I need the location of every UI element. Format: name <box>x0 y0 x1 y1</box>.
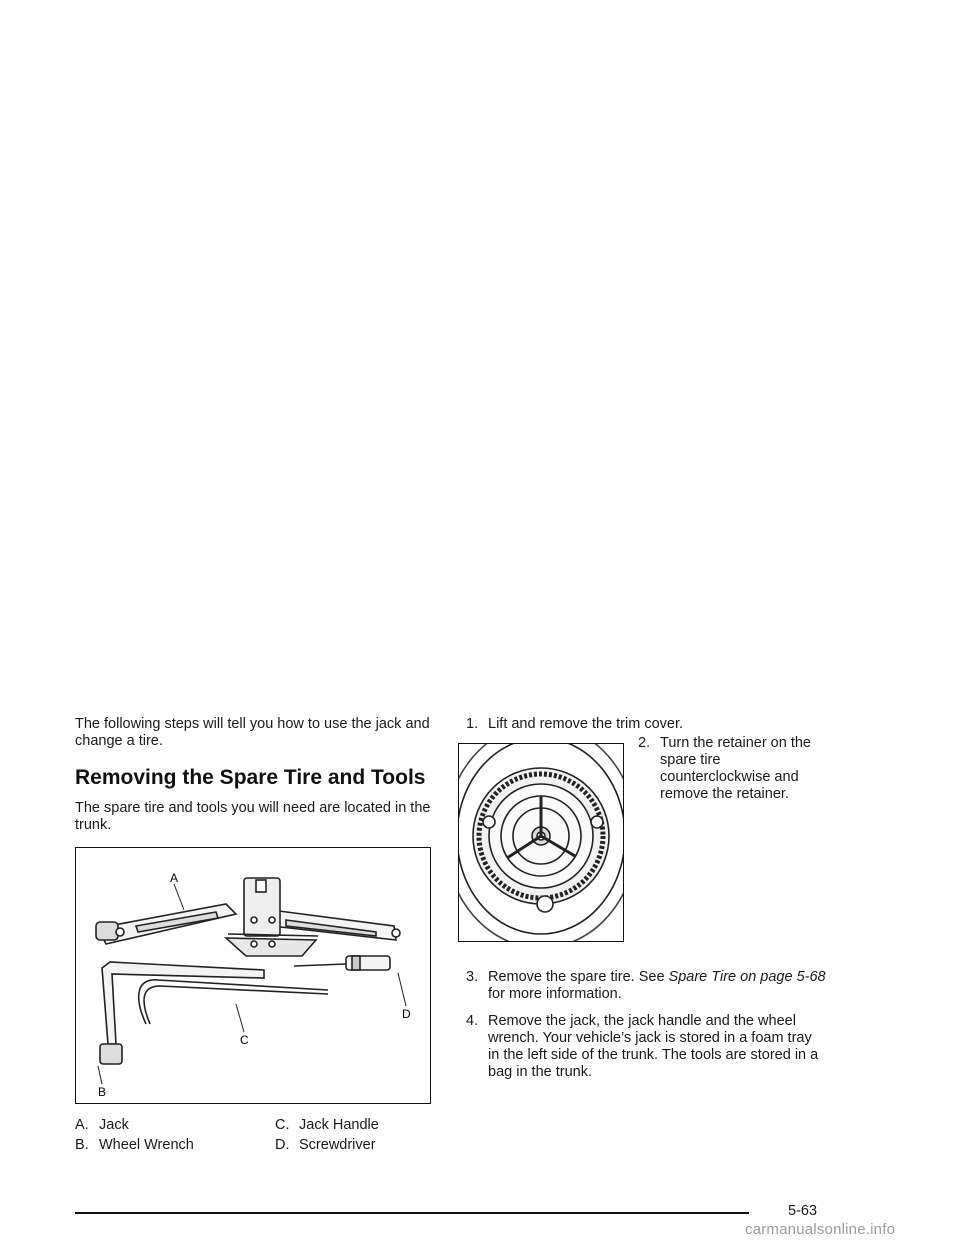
section-intro: The spare tire and tools you will need are located in the trunk. <box>75 800 431 833</box>
caption-item <box>275 1117 435 1134</box>
figure-caption <box>75 1117 431 1154</box>
caption-item <box>275 1137 435 1154</box>
step-4: 4. Remove the jack, the jack handle and the wheel wrench. Your vehicle’s jack is stored in a foam tray in the left side of the trunk. The tools are stored in a bag in the trunk. <box>466 1013 819 1080</box>
caption-text: Jack <box>99 1117 129 1133</box>
caption-letter: B. <box>75 1137 89 1153</box>
intro-paragraph: The following steps will tell you how to use the jack and change a tire. <box>75 716 430 749</box>
right-column <box>466 716 826 1081</box>
page-number: 5-63 <box>788 1203 818 1219</box>
label-c: C <box>240 1033 249 1047</box>
label-b: B <box>98 1085 107 1099</box>
tools-illustration <box>75 847 431 1104</box>
left-column <box>75 716 431 1154</box>
jack-drawing <box>96 878 400 956</box>
footer-rule <box>75 1212 749 1214</box>
caption-item <box>75 1117 275 1134</box>
caption-letter: D. <box>275 1137 290 1153</box>
spare-tire-drawing <box>459 744 623 941</box>
section-title: Removing the Spare Tire and Tools <box>75 766 426 789</box>
label-a: A <box>170 871 179 885</box>
caption-letter: C. <box>275 1117 290 1133</box>
caption-letter: A. <box>75 1117 89 1133</box>
step-1: 1. Lift and remove the trim cover. <box>466 716 684 732</box>
caption-item <box>75 1137 275 1154</box>
spare-tire-reference-link[interactable]: Spare Tire on page 5-68 <box>668 969 826 985</box>
caption-text: Wheel Wrench <box>99 1137 194 1153</box>
caption-text: Jack Handle <box>299 1117 379 1133</box>
label-d: D <box>402 1007 411 1021</box>
jack-tools-drawing <box>76 848 430 1103</box>
step-3: 3. Remove the spare tire. See Spare Tire on page 5-68 for more information. <box>466 969 826 1002</box>
spare-tire-illustration <box>458 743 624 942</box>
watermark: carmanualsonline.info <box>745 1221 896 1238</box>
screwdriver-drawing <box>294 956 390 970</box>
step-2-row <box>466 735 826 942</box>
jack-handle-drawing <box>139 980 328 1024</box>
caption-text: Screwdriver <box>299 1137 376 1153</box>
step-2: 2. Turn the retainer on the spare tire counterclockwise and remove the retainer. <box>638 735 811 802</box>
wheel-wrench-drawing <box>100 962 264 1064</box>
